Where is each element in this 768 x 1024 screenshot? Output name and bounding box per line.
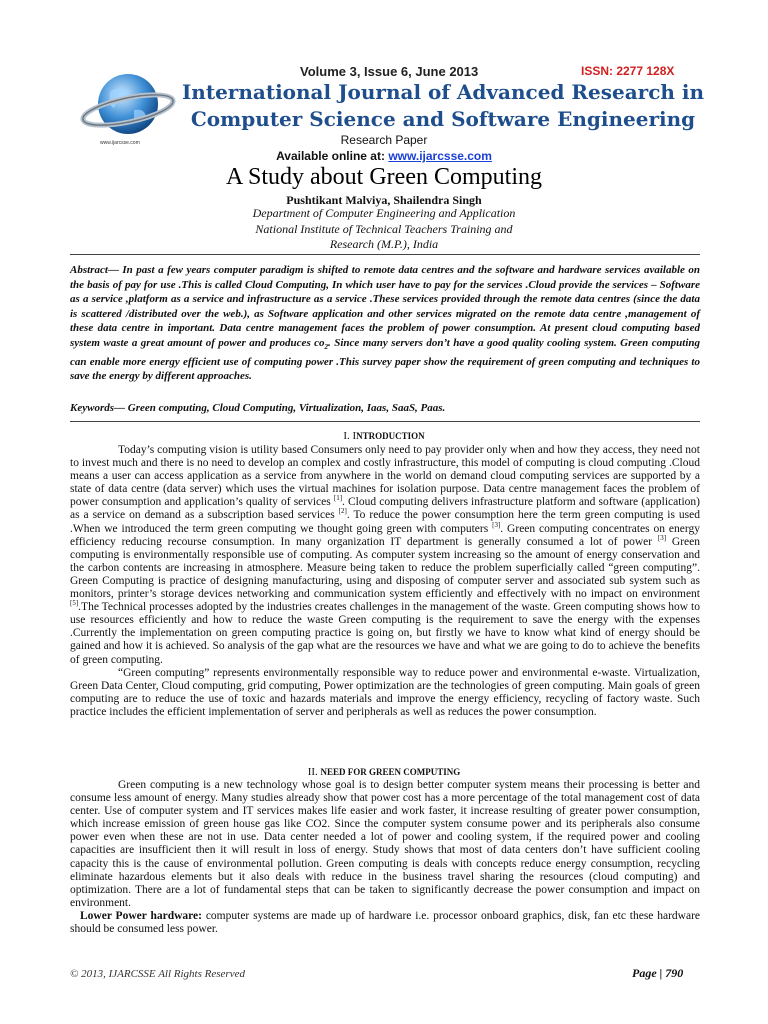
paragraph-text: .The Technical processes adopted by the industries creates challenges in the management of the waste. Green computing shows how to use resources efficiently and how to reduce the waste Green computing is the requirement to save the energy with the expenses .Currently the implementation on green computing practice is going on, but firstly we have to know what kind of energy should be gained and how it is achieved. So analysis of the gap what are the resources we have and what we are going to do to achieve the benefits of green computing. — [70, 601, 700, 666]
introduction-body — [70, 444, 700, 719]
section-heading-need — [0, 766, 768, 778]
paper-type: Research Paper — [340, 133, 428, 147]
affiliation-line-3: Research (M.P.), India — [329, 237, 439, 251]
paragraph-text: . Green computing concentrates on energy efficiency reducing recourse consumption. In many organization IT department is generally consumed a lot of power — [70, 522, 700, 548]
journal-title-line-2: Computer Science and Software Engineering — [190, 107, 696, 131]
paragraph-text: . Cloud computing delivers infrastructure platform and software (application) as a service on demand as a subscription based services — [70, 496, 700, 522]
bold-term: Lower Power hardware: — [80, 909, 202, 922]
citation: [3] — [492, 520, 501, 529]
journal-title — [180, 79, 706, 133]
keywords: Keywords— Green computing, Cloud Computing, Virtualization, Iaas, SaaS, Paas. — [70, 402, 446, 414]
section-number: II. — [307, 766, 318, 778]
abstract-text: Abstract— In past a few years computer paradigm is shifted to remote data centres and the software and hardware services available on the basis of pay for use .This is called Cloud Computing, In which user have to pay for the services .Cloud provide the services – Software as a service ,platform as a service and infrastructure as a service .These services provided through the remote data centres (since the data is scattered /distributed over the web.), as Software application and other services migrated on the remote data centre ,management of these data centre in important. Data centre management faces the problem of power consumption. At present cloud computing based system waste a great amount of power and produces co — [70, 264, 700, 349]
divider-top — [70, 254, 700, 255]
section-title-rest: NTRODUCTION — [356, 431, 425, 441]
citation: [1] — [333, 494, 343, 503]
journal-website-link[interactable]: www.ijarcsse.com — [388, 149, 492, 163]
paragraph-text: Green computing is environmentally responsible use of computing. As computer system increasing so the amount of energy conservation and the carbon contents are increasing in atmosphere. Measure being taken to reduce the problem superficially called “green computing”. Green Computing is practice of designing manufacturing, using and disposing of computer server and associated sub system such as monitors, printer’s storage devices networking and communication system efficiently and effectively with no impact on environment — [70, 535, 700, 601]
abstract-text-end: . Since many servers don’t have a good quality cooling system. Green computing can enable more energy efficient use of computing power .This survey paper show the requirement of green computing and techniques to save the energy by different approaches. — [70, 336, 701, 383]
copyright: © 2013, IJARCSSE All Rights Reserved — [70, 968, 245, 980]
paragraph-text: Today’s computing vision is utility based Consumers only need to pay provider only when and how they access, they need not to invest much and there is no need to develop an complex and costly infrastructure, this model of computing is cloud computing .Cloud means a user can access application as a service from anywhere in the world on demand cloud computing services are supported by a state of data centre (data server) which uses the virtual machines for isolation purpose. Data centre management faces the problem of power consumption and application’s quality of services — [70, 444, 700, 509]
abstract — [70, 263, 700, 384]
availability-label: Available online at: — [276, 149, 389, 163]
citation: [2] — [338, 507, 347, 516]
divider-bottom — [70, 421, 700, 422]
journal-title-line-1: International Journal of Advanced Research in — [181, 80, 705, 104]
page-number: Page | 790 — [632, 966, 684, 980]
paragraph-text: computer systems are made up of hardware i.e. processor onboard graphics, disk, fan etc these hardware should be consumed less power. — [70, 909, 701, 936]
affiliation — [230, 206, 538, 253]
citation: [5] — [70, 599, 79, 608]
affiliation-line-1: Department of Computer Engineering and Application — [252, 206, 516, 220]
paper-title: A Study about Green Computing — [226, 164, 542, 190]
paragraph-text: . To reduce the power consumption here the term green computing is used .When we introduced the term green computing we thought going green with computers — [70, 509, 700, 535]
citation: [3] — [657, 533, 667, 542]
section-number: I. — [343, 430, 353, 442]
author-names: Pushtikant Malviya, Shailendra Singh — [286, 193, 482, 207]
abstract-subscript: 2 — [324, 343, 329, 352]
need-section-body — [70, 779, 700, 936]
section-title-initial: I — [352, 430, 357, 442]
logo-caption: www.ijarcsse.com — [100, 140, 140, 146]
section-title: NEED FOR GREEN COMPUTING — [320, 767, 461, 777]
paragraph — [70, 910, 700, 936]
paragraph — [70, 444, 700, 667]
affiliation-line-2: National Institute of Technical Teachers Training and — [255, 221, 513, 236]
availability — [0, 149, 768, 163]
issn: ISSN: 2277 128X — [581, 64, 675, 78]
issue-info: Volume 3, Issue 6, June 2013 — [300, 64, 479, 79]
paragraph: Green computing is a new technology whose goal is to design better computer system means their processing is better and consume less amount of energy. Many studies already show that power cost has a more percentage of the total management cost of data center. Use of computer system and IT services makes life easier and work faster, it increase resulting of greater power consumption, which increase emission of green house gas like CO2. Since the computer system consume power and its peripherals also consume power even when these are not in use. Data center needed a lot of power and cooling system, if the required power and cooling capacities are insufficient then it will result in loss of energy. Study shows that most of data centers don’t have sufficient cooling capacity this is the cause of environmental pollution. Green computing is deals with concepts reduce energy consumption, recycling eliminate hazardous elements but it also deals with reduce in the business travel sharing the resources (cloud computing) and optimization. There are a lot of fundamental steps that can be taken to significantly decrease the power consumption and impact on environment. — [70, 779, 700, 909]
paragraph: “Green computing” represents environmentally responsible way to reduce power and environmental e-waste. Virtualization, Green Data Center, Cloud computing, grid computing, Power optimization are the technologies of green computing. Main goals of green computing are to reduce the use of toxic and hazards materials and improve the energy efficiency, recycling of factory waste. Such practice includes the efficient implementation of server and peripherals as well as reduces the power consumption. — [70, 666, 700, 718]
section-heading-introduction — [0, 430, 768, 442]
